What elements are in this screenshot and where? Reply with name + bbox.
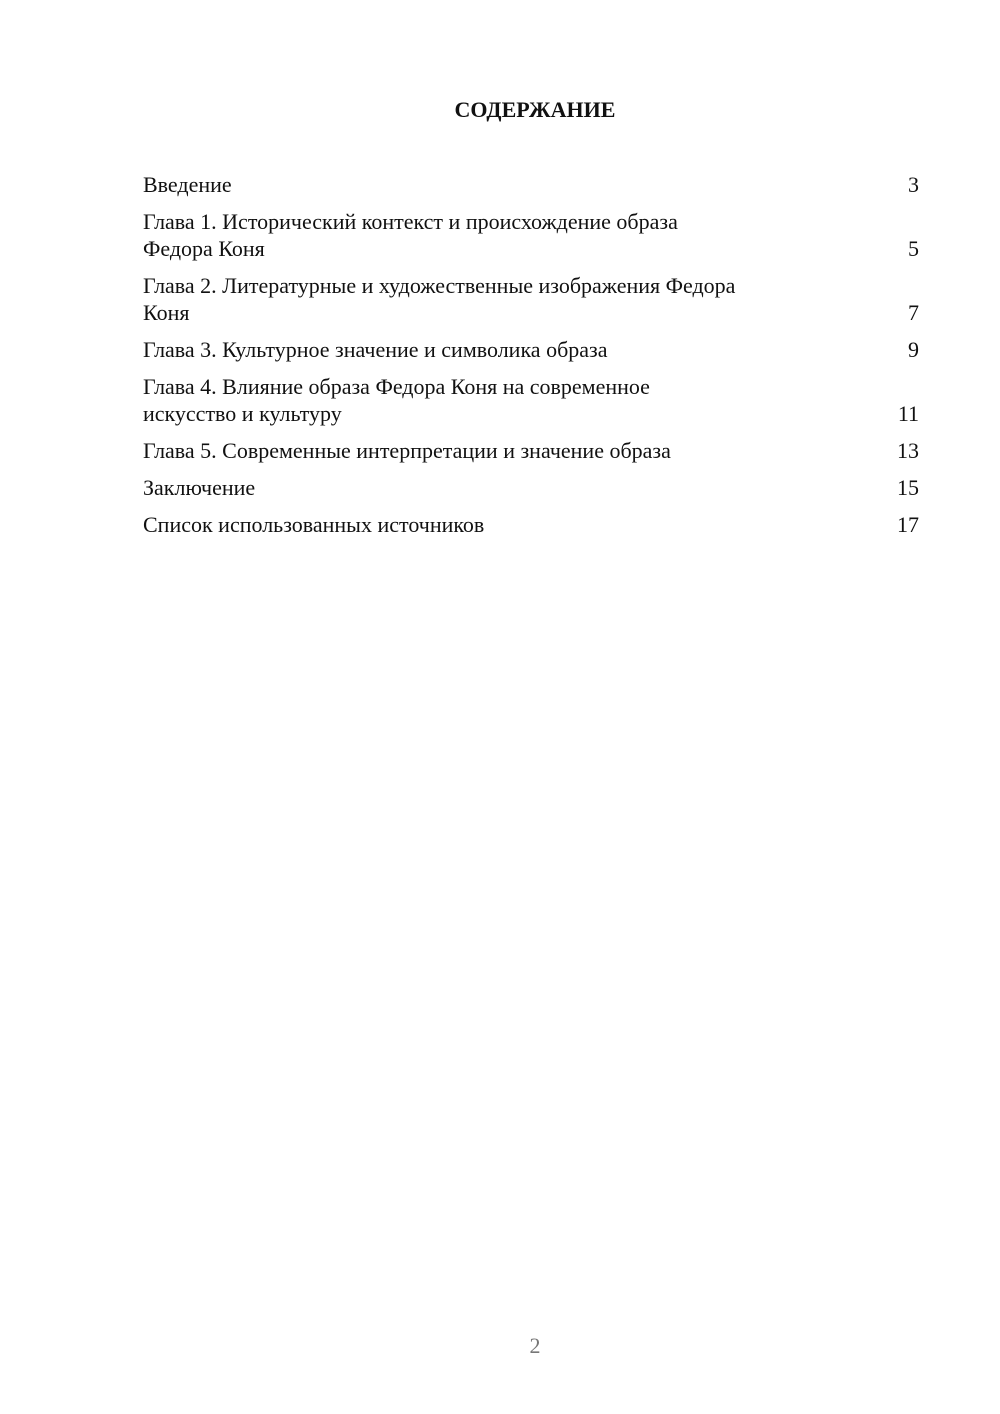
toc-entry-chapter-2[interactable] xyxy=(143,272,919,326)
toc-entry-chapter-5[interactable] xyxy=(143,437,919,464)
page-title: СОДЕРЖАНИЕ xyxy=(454,97,616,122)
toc-entry-page: 17 xyxy=(897,512,919,537)
toc-entry-page: 11 xyxy=(897,401,919,426)
toc-entry-introduction[interactable] xyxy=(143,171,919,198)
toc-entry-title: Глава 4. Влияние образа Федора Коня на современное xyxy=(143,374,650,399)
toc-entry-page: 15 xyxy=(897,475,919,500)
toc-entry-title: Введение xyxy=(143,172,232,197)
toc-entry-title: Заключение xyxy=(143,475,256,500)
toc-entry-page: 5 xyxy=(908,236,919,261)
toc-entry-conclusion[interactable] xyxy=(143,474,919,501)
table-of-contents xyxy=(143,171,919,548)
toc-entry-page: 3 xyxy=(908,172,919,197)
toc-entry-title-cont: Коня xyxy=(143,300,190,325)
toc-entry-title-cont: Федора Коня xyxy=(143,236,265,261)
toc-entry-title: Список использованных источников xyxy=(143,512,485,537)
toc-entry-title: Глава 2. Литературные и художественные изображения Федора xyxy=(143,273,736,298)
toc-entry-page: 9 xyxy=(908,337,919,362)
toc-entry-references[interactable] xyxy=(143,511,919,538)
toc-entry-page: 7 xyxy=(908,300,919,325)
toc-entry-title: Глава 1. Исторический контекст и происхождение образа xyxy=(143,209,678,234)
page-number: 2 xyxy=(529,1333,541,1358)
toc-entry-page: 13 xyxy=(897,438,919,463)
toc-entry-title: Глава 3. Культурное значение и символика образа xyxy=(143,337,608,362)
toc-entry-title: Глава 5. Современные интерпретации и значение образа xyxy=(143,438,671,463)
toc-entry-chapter-4[interactable] xyxy=(143,373,919,427)
toc-entry-title-cont: искусство и культуру xyxy=(143,401,342,426)
toc-entry-chapter-3[interactable] xyxy=(143,336,919,363)
toc-entry-chapter-1[interactable] xyxy=(143,208,919,262)
